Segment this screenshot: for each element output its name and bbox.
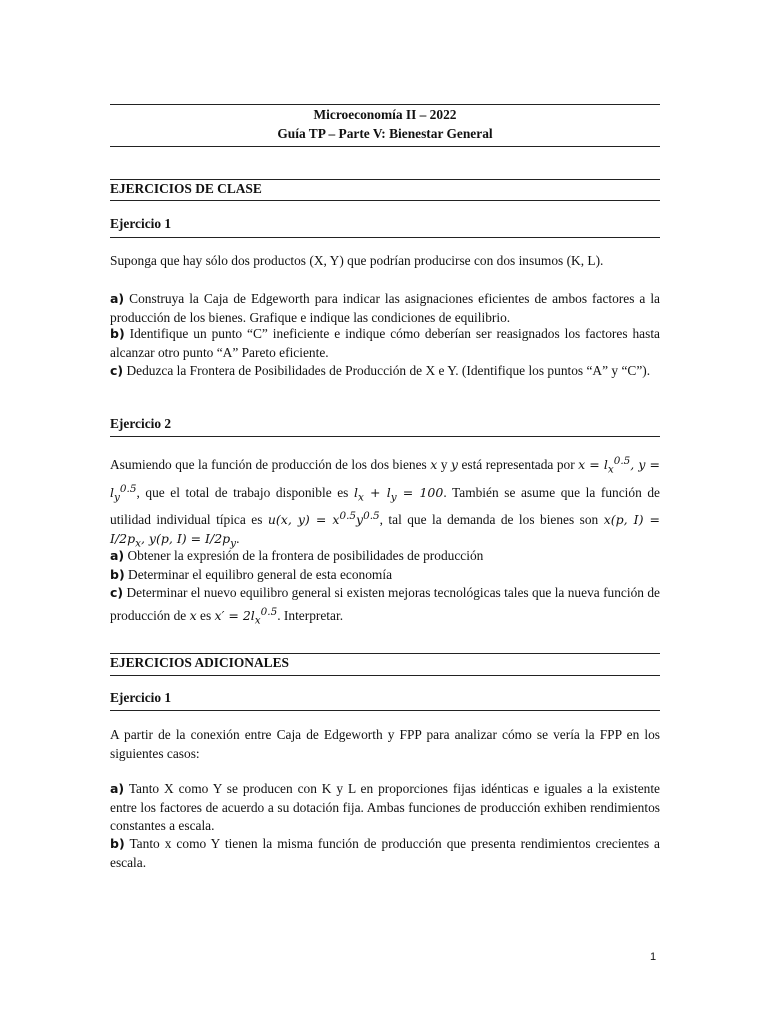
statement-text: , tal que la demanda de los bienes son bbox=[379, 512, 599, 528]
ejercicio-1-title: Ejercicio 1 bbox=[110, 216, 172, 231]
ejercicio-2-item-a bbox=[110, 547, 660, 566]
item-text: Deduzca la Frontera de Posibilidades de Producción de X e Y. (Identifique los puntos “A” y “C”). bbox=[126, 363, 651, 378]
item-text: Tanto x como Y tienen la misma función de producción que presenta rendimientos crecientes a escala. bbox=[110, 836, 661, 870]
math-labor-constraint: $l_x + l_y = 100$ bbox=[353, 484, 444, 504]
item-label: c) bbox=[110, 363, 124, 378]
math-new-production-function: $x' = 2l_x^{0.5}$ bbox=[214, 605, 278, 627]
item-text: Construya la Caja de Edgeworth para indicar las asignaciones eficientes de ambos factores a la producción de los bienes. Grafique e indique las condiciones de equilibrio. bbox=[110, 291, 660, 325]
math-y: y bbox=[450, 457, 458, 473]
item-text: . Interpretar. bbox=[277, 607, 344, 623]
ejercicio-1-rule bbox=[110, 237, 660, 238]
math-x: x bbox=[430, 457, 438, 473]
item-label: a) bbox=[110, 548, 125, 563]
section-adicionales-bottom-rule bbox=[110, 675, 660, 676]
math-production-functions: $x = l_x^{0.5}$, $y = l_y^{0.5}$ bbox=[110, 455, 660, 504]
ejercicio-1-item-b bbox=[110, 325, 660, 362]
adicional-ejercicio-1-item-a bbox=[110, 780, 660, 836]
header-bottom-rule bbox=[110, 146, 660, 147]
item-label: b) bbox=[110, 326, 125, 341]
statement-text: y bbox=[440, 457, 448, 473]
math-x: x bbox=[189, 607, 197, 623]
statement-text: Asumiendo que la función de producción de los dos bienes bbox=[110, 457, 427, 473]
item-label: c) bbox=[110, 585, 124, 600]
section-title-adicionales: EJERCICIOS ADICIONALES bbox=[110, 655, 289, 670]
section-title-clase: EJERCICIOS DE CLASE bbox=[110, 181, 262, 196]
item-label: b) bbox=[110, 567, 125, 582]
document-title: Microeconomía II – 2022 bbox=[313, 107, 457, 122]
item-text: Obtener la expresión de la frontera de posibilidades de producción bbox=[127, 548, 484, 563]
item-text: Identifique un punto “C” ineficiente e indique cómo deberían ser reasignados los factores hasta alcanzar otro punto “A” Pareto eficiente. bbox=[110, 326, 660, 360]
adicional-ejercicio-1-item-b bbox=[110, 835, 660, 872]
math-utility-function: u(x, $y) = x^{0.5}y^{0.5}$ bbox=[267, 510, 380, 528]
ejercicio-2-statement: Asumiendo que la función de producción de los dos bienes x y y está representada por $x = l_x^{0.5}$, $y = l_y^{0.5}$, que el total de trabajo disponible es $l_x + l_y = 100$. También se asume que la función de utilidad individual típica es u(x, $y) = x^{0.5}y^{0.5}$, tal que la demanda de los bienes son x(p, $I) = I/2p_x$, y(p, $I) = I/2p_y$. bbox=[110, 455, 660, 550]
ejercicio-2-item-b bbox=[110, 566, 660, 585]
item-label: a) bbox=[110, 781, 125, 796]
adicional-ejercicio-1-title: Ejercicio 1 bbox=[110, 690, 172, 705]
adicional-ejercicio-1-rule bbox=[110, 710, 660, 711]
item-label: a) bbox=[110, 291, 125, 306]
ejercicio-1-item-a bbox=[110, 290, 660, 327]
document-subtitle: Guía TP – Parte V: Bienestar General bbox=[277, 126, 493, 141]
ejercicio-2-title: Ejercicio 2 bbox=[110, 416, 172, 431]
statement-text: que el total de trabajo disponible es bbox=[145, 484, 349, 500]
ejercicio-2-item-c bbox=[110, 584, 660, 630]
statement-text: . También se asume que la función de utilidad individual típica es bbox=[110, 484, 660, 528]
adicional-ejercicio-1-intro: A partir de la conexión entre Caja de Edgeworth y FPP para analizar cómo se vería la FPP en los siguientes casos: bbox=[110, 727, 660, 761]
header-top-rule bbox=[110, 104, 660, 105]
item-text: Tanto X como Y se producen con K y L en proporciones fijas idénticas e iguales a la existente entre los factores de acuerdo a su dotación fija. Ambas funciones de producción exhiben rendimientos constantes a escala. bbox=[110, 781, 660, 834]
math-demand-functions: x(p, $I) = I/2p_x$, y(p, $I) = I/2p_y$ bbox=[110, 512, 660, 550]
statement-text: está representada por bbox=[461, 457, 575, 473]
item-label: b) bbox=[110, 836, 125, 851]
item-text: es bbox=[200, 607, 212, 623]
ejercicio-2-rule bbox=[110, 436, 660, 437]
item-text: Determinar el nuevo equilibro general si existen mejoras tecnológicas tales que la nueva función de producción de bbox=[110, 585, 660, 623]
section-clase-bottom-rule bbox=[110, 200, 660, 201]
item-text: Determinar el equilibro general de esta economía bbox=[128, 567, 393, 582]
ejercicio-1-intro: Suponga que hay sólo dos productos (X, Y) que podrían producirse con dos insumos (K, L). bbox=[110, 253, 604, 268]
ejercicio-1-item-c bbox=[110, 362, 660, 381]
page-number: 1 bbox=[650, 951, 657, 963]
